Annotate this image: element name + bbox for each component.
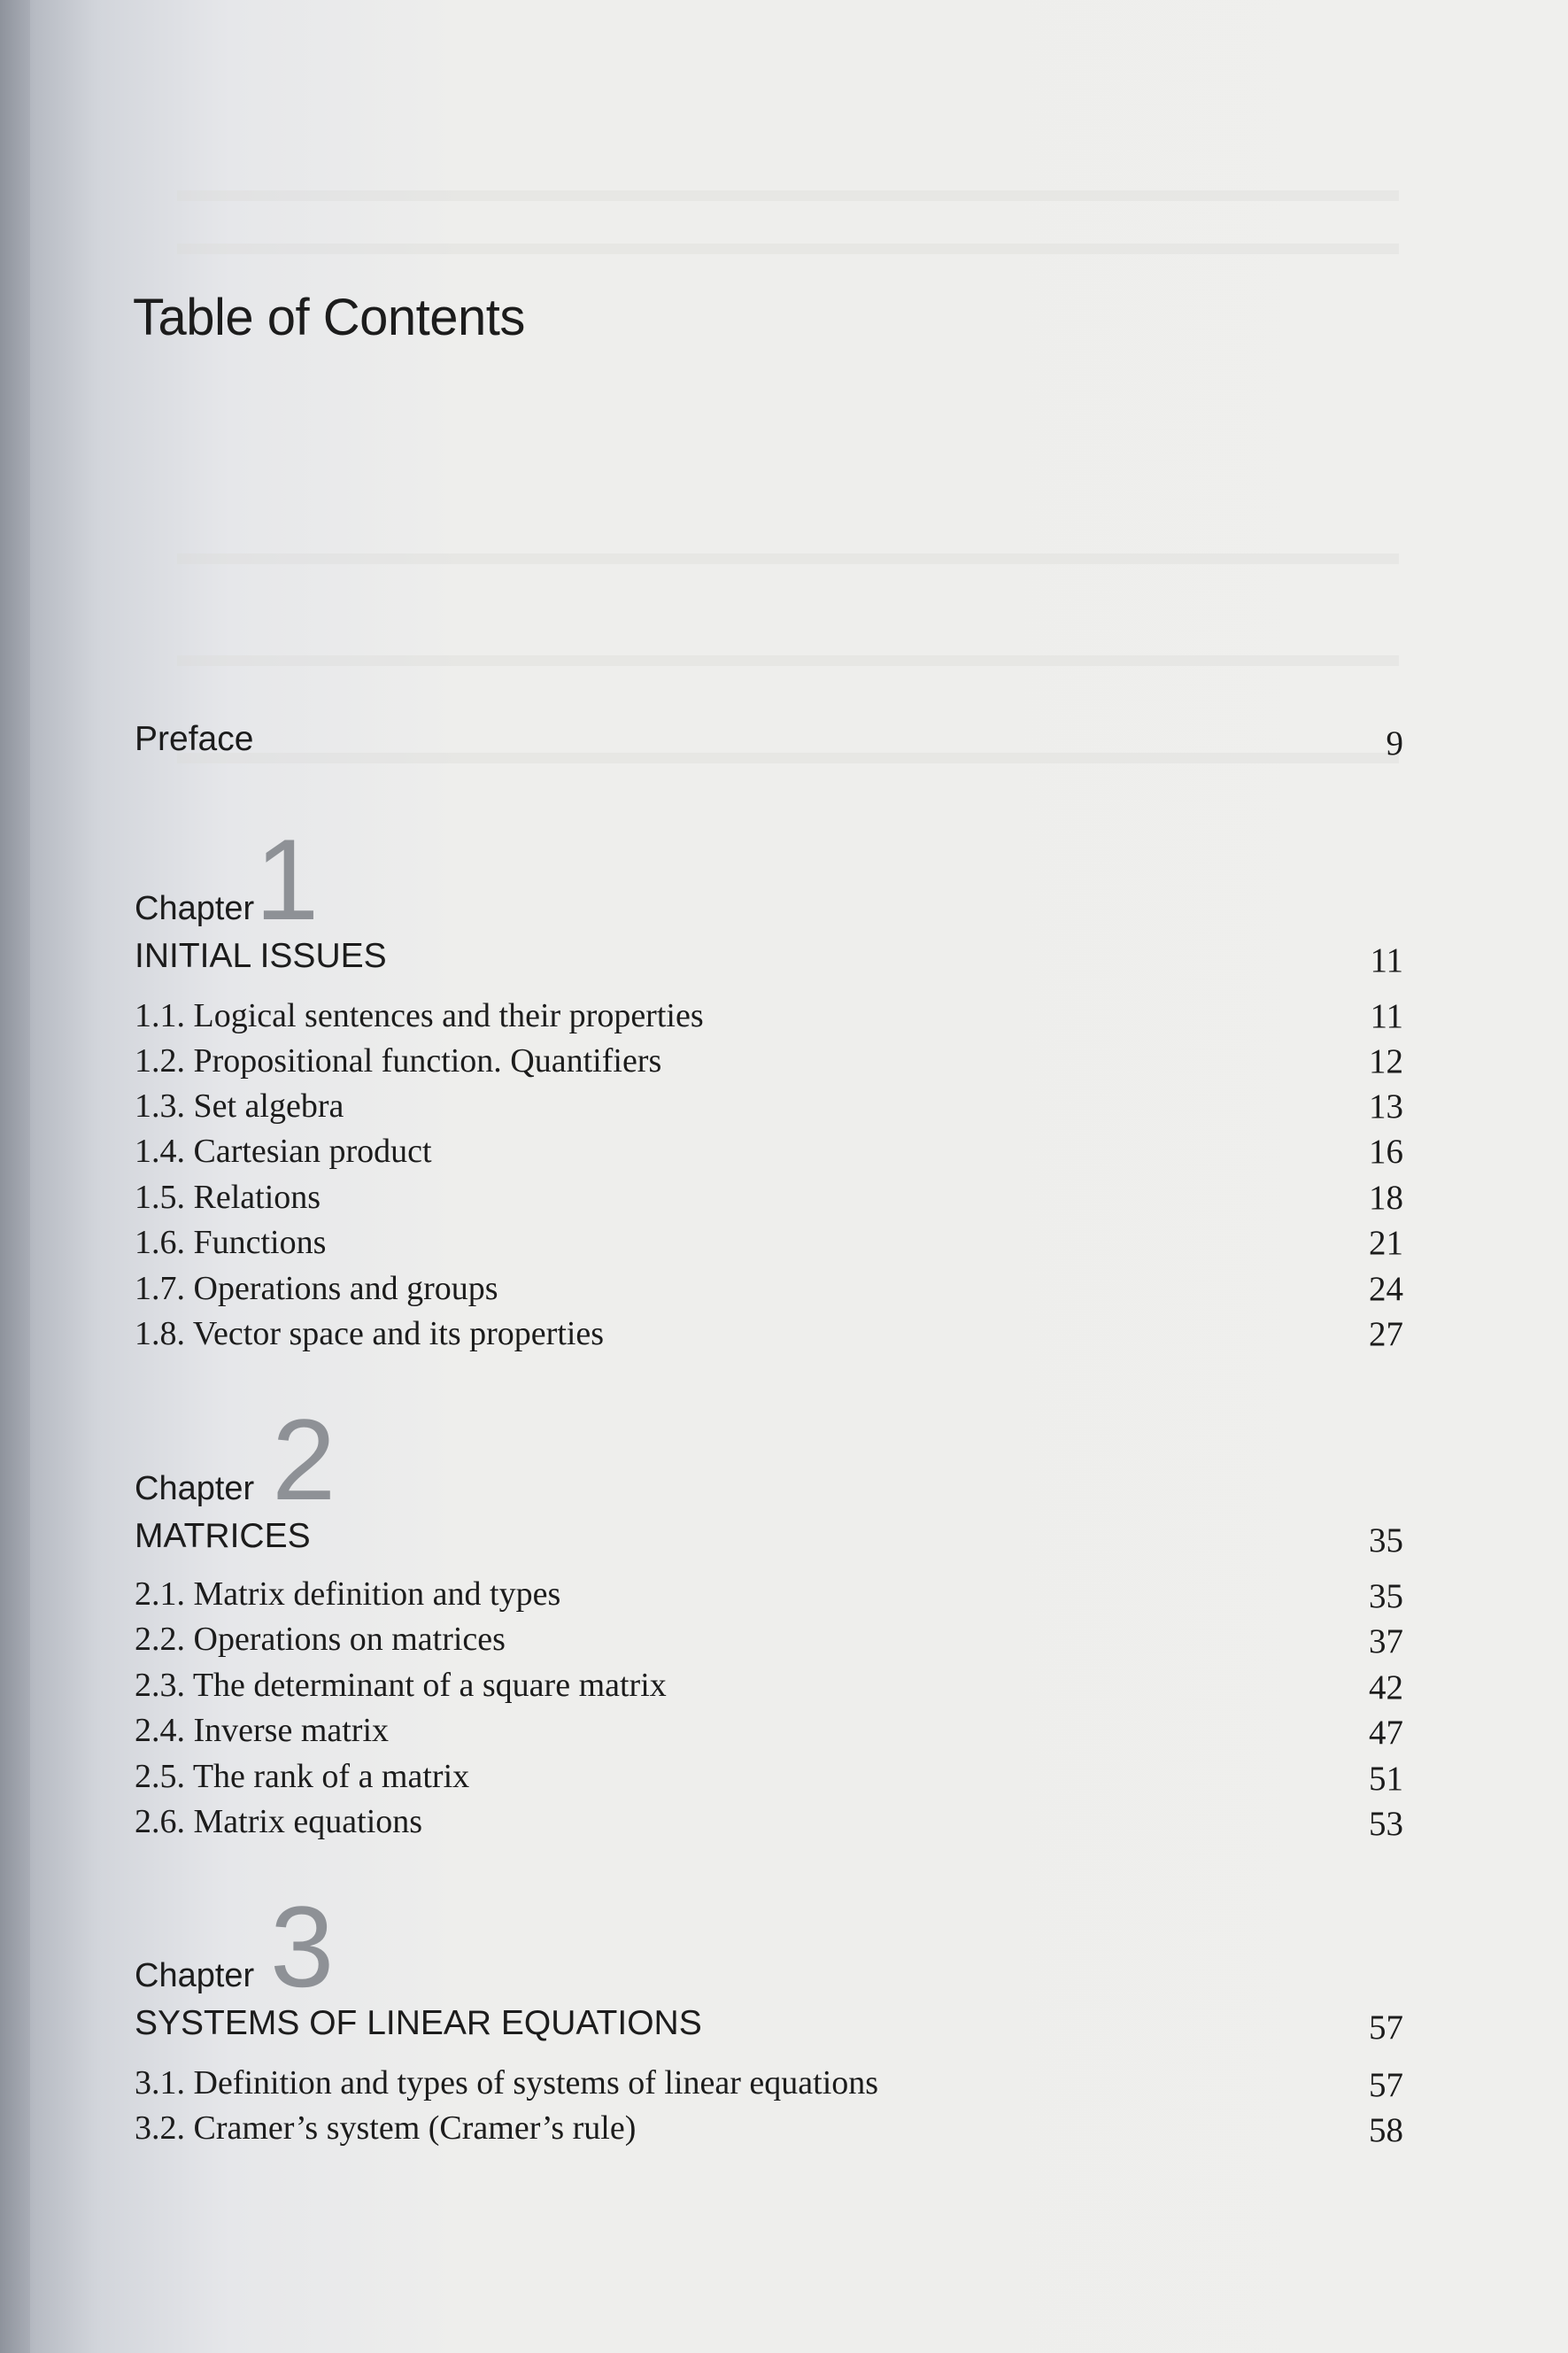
- section-1-5-page: 18: [1369, 1179, 1403, 1217]
- chapter-2-title: MATRICES: [135, 1517, 311, 1555]
- section-1-8-page: 27: [1369, 1315, 1403, 1353]
- section-1-2: 1.2. Propositional function. Quantifiers: [135, 1042, 662, 1080]
- section-1-1-page: 11: [1370, 997, 1403, 1035]
- section-1-4-page: 16: [1369, 1133, 1403, 1171]
- chapter-2-word: Chapter: [135, 1470, 255, 1507]
- chapter-3-title: SYSTEMS OF LINEAR EQUATIONS: [135, 2004, 702, 2042]
- section-2-3: 2.3. The determinant of a square matrix: [135, 1667, 667, 1704]
- bleed-through: [177, 655, 1399, 666]
- bleed-through: [177, 753, 1399, 763]
- section-1-7-page: 24: [1369, 1270, 1403, 1308]
- chapter-1-page: 11: [1370, 941, 1403, 979]
- preface-page: 9: [1386, 724, 1403, 762]
- chapter-2-page: 35: [1369, 1521, 1403, 1560]
- section-3-2: 3.2. Cramer’s system (Cramer’s rule): [135, 2109, 637, 2147]
- page-title: Table of Contents: [133, 289, 525, 346]
- section-2-3-page: 42: [1369, 1668, 1403, 1707]
- section-1-3-page: 13: [1369, 1087, 1403, 1126]
- section-3-2-page: 58: [1369, 2111, 1403, 2149]
- preface-label: Preface: [135, 720, 254, 758]
- section-2-5-page: 51: [1369, 1760, 1403, 1798]
- bleed-through: [177, 553, 1399, 564]
- section-3-1-page: 57: [1369, 2066, 1403, 2104]
- bleed-through: [177, 190, 1399, 201]
- section-2-2: 2.2. Operations on matrices: [135, 1621, 506, 1658]
- section-2-2-page: 37: [1369, 1622, 1403, 1660]
- section-2-5: 2.5. The rank of a matrix: [135, 1758, 470, 1795]
- chapter-1-title: INITIAL ISSUES: [135, 937, 387, 975]
- section-2-6: 2.6. Matrix equations: [135, 1803, 423, 1840]
- bleed-through: [177, 244, 1399, 254]
- chapter-3-number: 3: [270, 1882, 335, 2011]
- book-spine-shadow: [0, 0, 30, 2353]
- section-2-1: 2.1. Matrix definition and types: [135, 1575, 561, 1613]
- section-1-8: 1.8. Vector space and its properties: [135, 1315, 605, 1352]
- chapter-1-number: 1: [255, 815, 320, 944]
- section-1-3: 1.3. Set algebra: [135, 1087, 344, 1125]
- section-2-6-page: 53: [1369, 1805, 1403, 1843]
- chapter-1-word: Chapter: [135, 890, 255, 927]
- chapter-3-page: 57: [1369, 2009, 1403, 2047]
- section-1-2-page: 12: [1369, 1042, 1403, 1080]
- section-1-7: 1.7. Operations and groups: [135, 1270, 498, 1307]
- chapter-2-number: 2: [272, 1395, 336, 1524]
- section-1-1: 1.1. Logical sentences and their properties: [135, 997, 704, 1034]
- section-2-1-page: 35: [1369, 1577, 1403, 1615]
- chapter-3-word: Chapter: [135, 1957, 255, 1994]
- section-2-4: 2.4. Inverse matrix: [135, 1712, 390, 1749]
- section-3-1: 3.1. Definition and types of systems of linear equations: [135, 2064, 879, 2101]
- section-2-4-page: 47: [1369, 1714, 1403, 1752]
- section-1-5: 1.5. Relations: [135, 1179, 321, 1216]
- section-1-6-page: 21: [1369, 1224, 1403, 1262]
- section-1-4: 1.4. Cartesian product: [135, 1133, 432, 1170]
- section-1-6: 1.6. Functions: [135, 1224, 327, 1261]
